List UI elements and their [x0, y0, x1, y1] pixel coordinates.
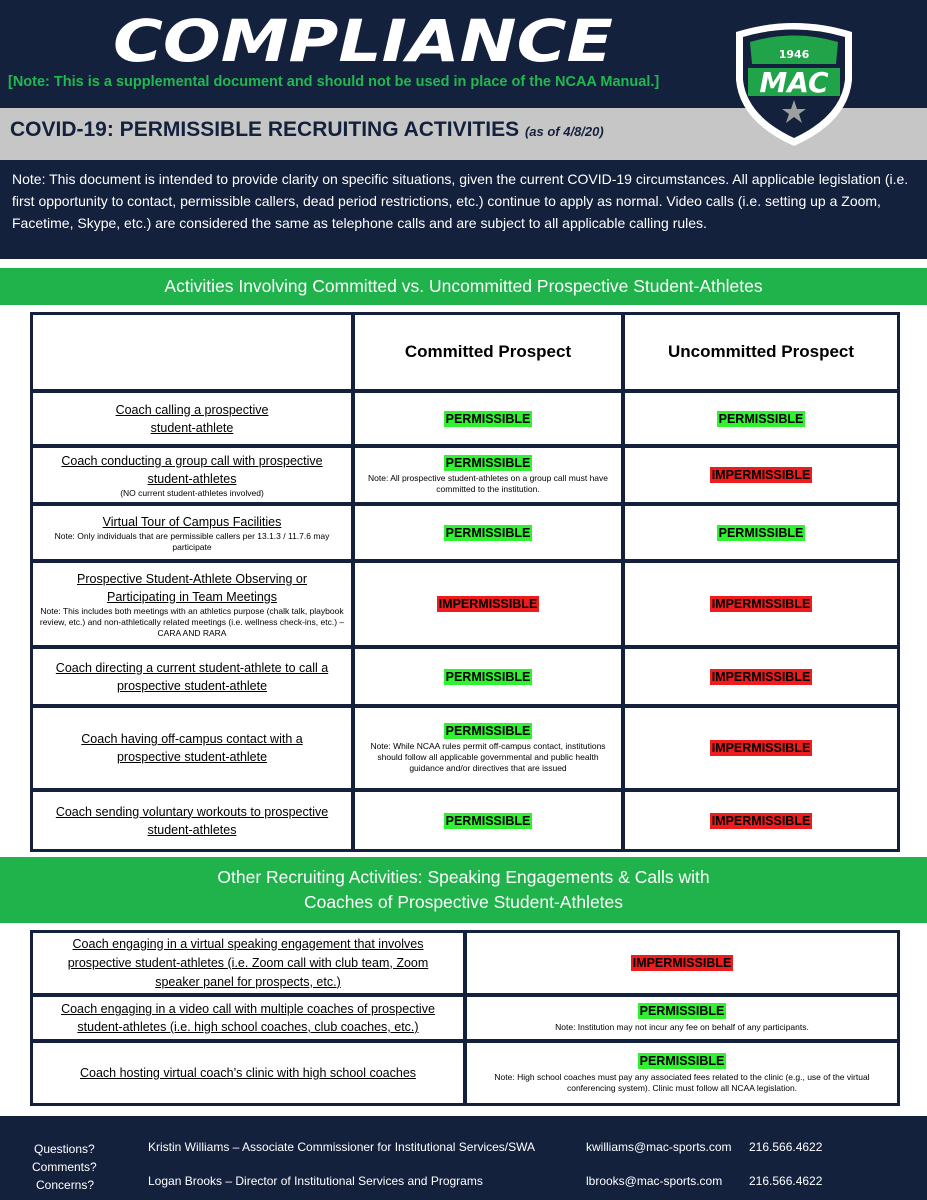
table-row	[33, 649, 351, 704]
supplemental-note: [Note: This is a supplemental document and should not be used in place of the NCAA Manual.]	[8, 74, 660, 90]
activity-label: Coach hosting virtual coach’s clinic with high school coaches	[79, 1066, 417, 1080]
status-badge: PERMISSIBLE	[445, 411, 531, 426]
committed-cell	[355, 506, 621, 559]
status-cell	[467, 997, 897, 1039]
activity-label: Coach conducting a group call with prospective student-athletes	[61, 453, 323, 486]
uncommitted-header: Uncommitted Prospect	[625, 315, 897, 389]
status-note: Note: High school coaches must pay any associated fees related to the clinic (e.g., use of the virtual conferencing system). Clinic must follow all NCAA legislation.	[494, 1071, 870, 1093]
committed-cell	[355, 393, 621, 444]
status-badge: PERMISSIBLE	[639, 1053, 725, 1068]
section2-title-line1: Other Recruiting Activities: Speaking Engagements & Calls with	[217, 867, 710, 887]
table-row	[33, 448, 351, 502]
uncommitted-cell	[625, 792, 897, 849]
status-badge: IMPERMISSIBLE	[711, 813, 811, 828]
activity-label: Coach engaging in a virtual speaking engagement that involves prospective student-athletes (i.e. Zoom call with club team, Zoom speaker panel for prospects, etc.)	[67, 936, 429, 989]
status-badge: PERMISSIBLE	[639, 1004, 725, 1018]
committed-note: Note: All prospective student-athletes on a group call must have committed to the institution.	[367, 473, 609, 494]
contact-name: Logan Brooks – Director of Institutional Services and Programs	[148, 1174, 483, 1188]
header-blank-cell	[33, 315, 351, 389]
status-badge: PERMISSIBLE	[718, 525, 804, 540]
footer-concerns: Concerns?	[36, 1178, 95, 1192]
footer	[0, 1116, 927, 1200]
table-row	[33, 997, 463, 1039]
activity-subnote: Note: Only individuals that are permissible callers per 13.1.3 / 11.7.6 may participate	[54, 530, 330, 552]
status-badge: IMPERMISSIBLE	[711, 669, 811, 684]
table-row	[33, 933, 463, 993]
activity-label: Coach sending voluntary workouts to prospective student-athletes	[55, 804, 329, 837]
table-row	[33, 1043, 463, 1103]
table-row	[33, 792, 351, 849]
activity-label: Coach directing a current student-athlete to call a prospective student-athlete	[55, 660, 329, 693]
status-badge: PERMISSIBLE	[718, 411, 804, 426]
committed-cell	[355, 448, 621, 502]
svg-text:1946: 1946	[778, 48, 810, 61]
activity-label: Virtual Tour of Campus Facilities	[102, 514, 282, 529]
uncommitted-cell	[625, 506, 897, 559]
contact-email[interactable]: lbrooks@mac-sports.com	[586, 1174, 723, 1188]
status-badge: IMPERMISSIBLE	[711, 468, 811, 482]
contact-phone: 216.566.4622	[749, 1174, 823, 1188]
activity-label: Coach engaging in a video call with multiple coaches of prospective student-athletes (i.e. high school coaches, club coaches, etc.)	[61, 1002, 435, 1034]
uncommitted-cell	[625, 708, 897, 788]
status-cell	[467, 933, 897, 993]
page-title-text: COVID-19: PERMISSIBLE RECRUITING ACTIVITIES	[10, 118, 520, 141]
committed-cell	[355, 708, 621, 788]
section2-title	[0, 857, 927, 923]
status-note: Note: Institution may not incur any fee on behalf of any participants.	[555, 1022, 809, 1032]
activity-label: Coach calling a prospective student-athlete	[115, 402, 269, 435]
committed-table	[30, 312, 900, 852]
committed-cell	[355, 649, 621, 704]
status-badge: PERMISSIBLE	[445, 456, 531, 470]
svg-text:MAC: MAC	[759, 66, 829, 99]
footer-comments: Comments?	[32, 1160, 97, 1174]
table-row	[33, 393, 351, 444]
committed-header: Committed Prospect	[355, 315, 621, 389]
status-badge: PERMISSIBLE	[445, 669, 531, 684]
status-badge: PERMISSIBLE	[445, 525, 531, 540]
committed-cell	[355, 792, 621, 849]
intro-note: Note: This document is intended to provide clarity on specific situations, given the current COVID-19 circumstances. All applicable legislation (i.e. first opportunity to contact, permissible callers, dead period restrictions, etc.) continue to apply as normal. Video calls (i.e. setting up a Zoom, Facetime, Skype, etc.) are considered the same as telephone calls and are subject to all applicable calling rules.	[12, 171, 909, 231]
contact-email[interactable]: kwilliams@mac-sports.com	[586, 1140, 732, 1154]
svg-text:COMPLIANCE: COMPLIANCE	[113, 8, 613, 70]
committed-note: Note: While NCAA rules permit off-campus contact, institutions should follow all applicable governmental and public health guidance and/or directives that are issued	[370, 740, 606, 773]
status-badge: PERMISSIBLE	[445, 813, 531, 828]
uncommitted-cell	[625, 448, 897, 502]
other-activities-table	[30, 930, 900, 1106]
as-of-date: (as of 4/8/20)	[524, 124, 604, 139]
status-cell	[467, 1043, 897, 1103]
contact-name: Kristin Williams – Associate Commissioner for Institutional Services/SWA	[148, 1140, 535, 1154]
status-badge: IMPERMISSIBLE	[632, 956, 732, 970]
compliance-title	[108, 8, 618, 70]
status-badge: IMPERMISSIBLE	[438, 597, 538, 611]
status-badge: PERMISSIBLE	[445, 723, 531, 738]
activity-subnote: (NO current student-athletes involved)	[120, 487, 264, 498]
uncommitted-cell	[625, 563, 897, 645]
activity-label: Prospective Student-Athlete Observing or Participating in Team Meetings	[77, 571, 307, 604]
mac-logo	[728, 18, 860, 148]
uncommitted-cell	[625, 393, 897, 444]
section2-title-line2: Coaches of Prospective Student-Athletes	[303, 892, 624, 912]
contact-phone: 216.566.4622	[749, 1140, 823, 1154]
section1-title: Activities Involving Committed vs. Uncommitted Prospective Student-Athletes	[0, 268, 927, 305]
table-row	[33, 708, 351, 788]
table-row	[33, 506, 351, 559]
table-row	[33, 563, 351, 645]
page-title	[10, 118, 604, 142]
uncommitted-cell	[625, 649, 897, 704]
activity-subnote: Note: This includes both meetings with an athletics purpose (chalk talk, playbook review, etc.) and non-athletically related meetings (i.e. wellness check-ins, etc.) – CARA AND RARA	[39, 605, 345, 638]
status-badge: IMPERMISSIBLE	[711, 741, 811, 755]
status-badge: IMPERMISSIBLE	[711, 597, 811, 611]
committed-cell	[355, 563, 621, 645]
footer-questions: Questions?	[34, 1142, 95, 1156]
activity-label: Coach having off-campus contact with a prospective student-athlete	[81, 732, 303, 764]
